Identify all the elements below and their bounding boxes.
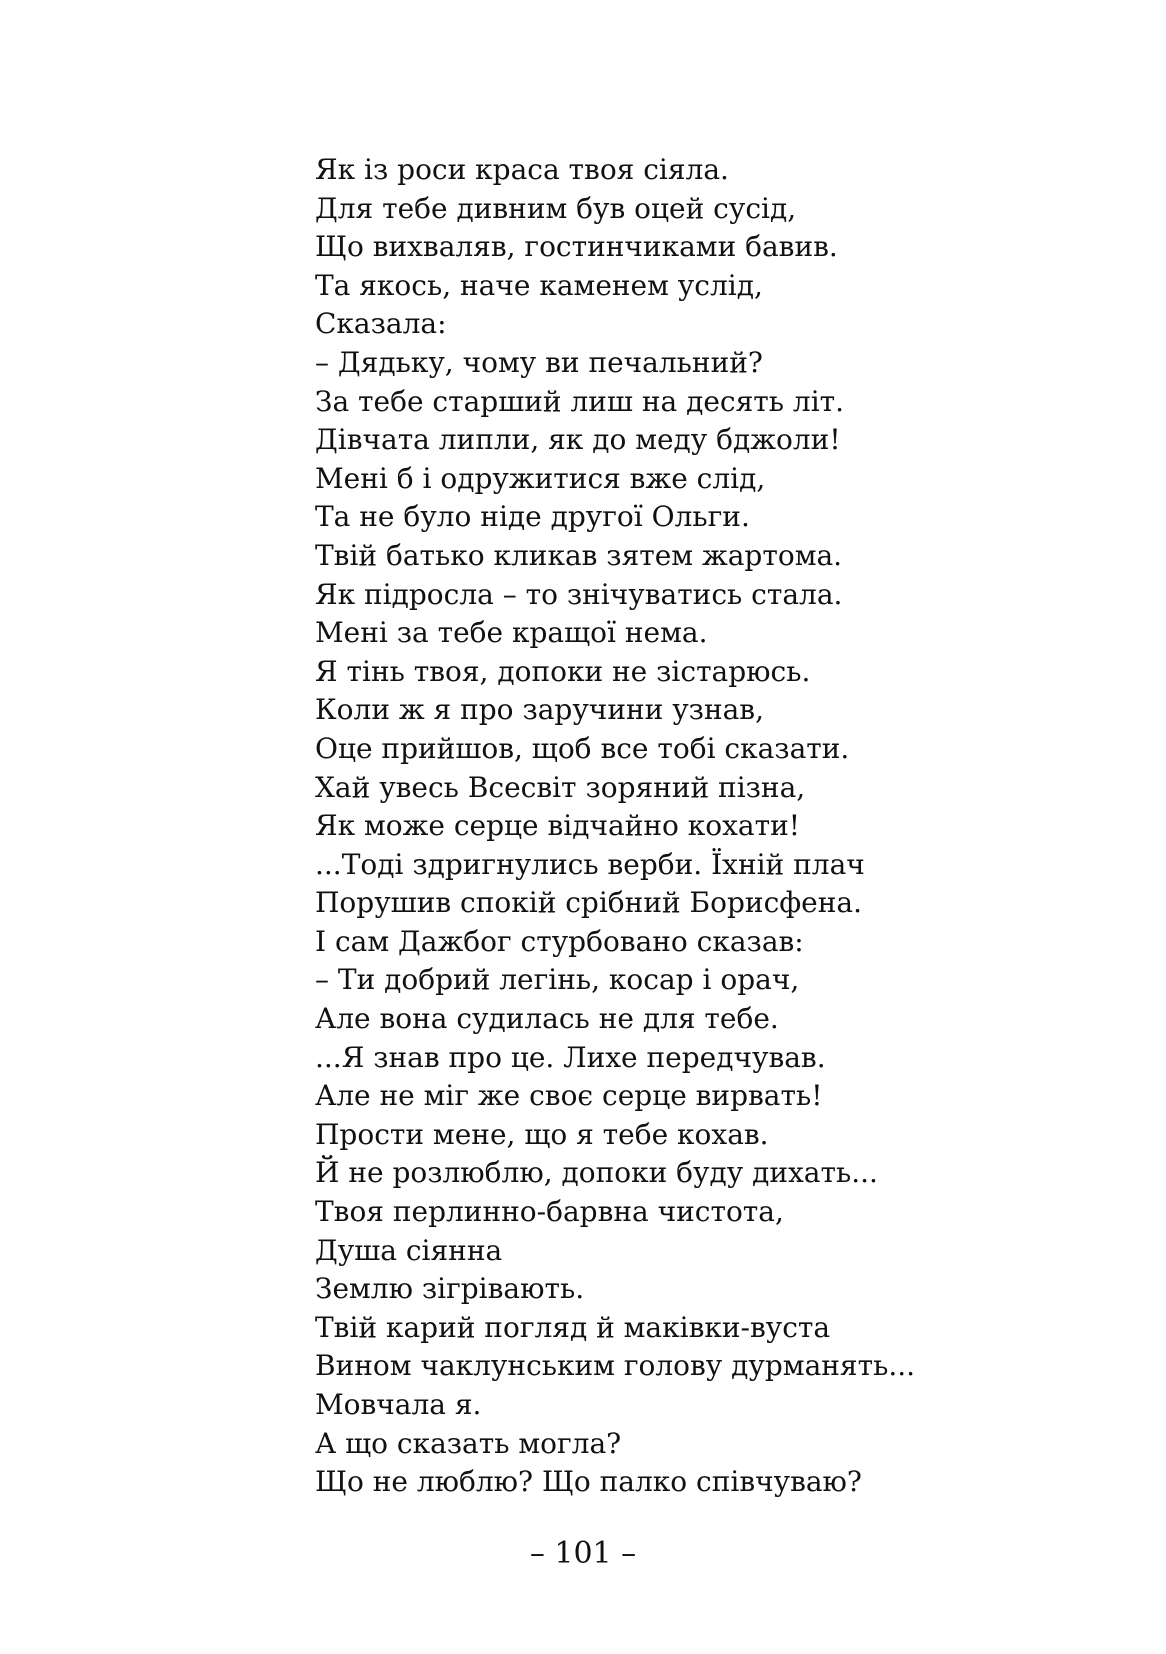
poem-line: Мені б і одружитися вже слід,	[315, 461, 766, 495]
poem-line: Як підросла – то знічуватись стала.	[315, 577, 843, 611]
poem-line: Що вихваляв, гостинчиками бавив.	[315, 230, 838, 264]
poem-line: – Дядьку, чому ви печальний?	[315, 345, 763, 379]
poem-line: Як із роси краса твоя сіяла.	[315, 153, 729, 186]
poem-line: – Ти добрий легінь, косар і орач,	[315, 963, 800, 997]
poem-line: Я тінь твоя, допоки не зістарюсь.	[315, 654, 811, 688]
poem-line: Порушив спокій срібний Борисфена.	[315, 886, 862, 920]
poem-line: Але не міг же своє серце вирвать!	[315, 1079, 823, 1113]
poem-line: ...Тоді здригнулись верби. Їхній плач	[315, 847, 865, 881]
poem-line: Вином чаклунським голову дурманять...	[315, 1349, 916, 1383]
poem-line: За тебе старший лиш на десять літ.	[315, 384, 845, 418]
poem-line: Та якось, наче каменем услід,	[315, 268, 763, 302]
page-number: – 101 –	[529, 1536, 637, 1571]
poem-line: Душа сіянна	[315, 1233, 503, 1267]
poem-line: Твій батько кликав зятем жартома.	[315, 538, 843, 572]
poem-line: Коли ж я про заручини узнав,	[315, 693, 764, 727]
poem-line: Але вона судилась не для тебе.	[315, 1002, 779, 1036]
poem-line: Як може серце відчайно кохати!	[315, 809, 801, 843]
poem-line: Прости мене, що я тебе кохав.	[315, 1117, 769, 1151]
poem-line: Й не розлюблю, допоки буду дихать...	[315, 1156, 878, 1190]
poem-line: І сам Дажбог стурбовано сказав:	[315, 924, 804, 958]
poem-line: Та не було ніде другої Ольги.	[315, 500, 750, 534]
poem-line: Мені за тебе кращої нема.	[315, 616, 708, 650]
poem-line: Землю зігрівають.	[315, 1272, 585, 1306]
poem-line: Оце прийшов, щоб все тобі сказати.	[315, 731, 850, 765]
poem-line: Хай увесь Всесвіт зоряний пізна,	[315, 770, 806, 804]
poem-line: Що не люблю? Що палко співчуваю?	[315, 1465, 862, 1499]
poem-line: ...Я знав про це. Лихе передчував.	[315, 1040, 826, 1074]
poem-line: Мовчала я.	[315, 1388, 482, 1421]
poem-line: Для тебе дивним був оцей сусід,	[315, 191, 797, 225]
poem-line: Дівчата липли, як до меду бджоли!	[315, 423, 841, 457]
poem-line: Твоя перлинно-барвна чистота,	[315, 1195, 784, 1229]
poem-text	[315, 151, 1075, 1502]
poem-line: А що сказать могла?	[315, 1426, 622, 1460]
poem-line: Сказала:	[315, 307, 447, 341]
poem-line: Твій карий погляд й маківки-вуста	[315, 1310, 831, 1344]
